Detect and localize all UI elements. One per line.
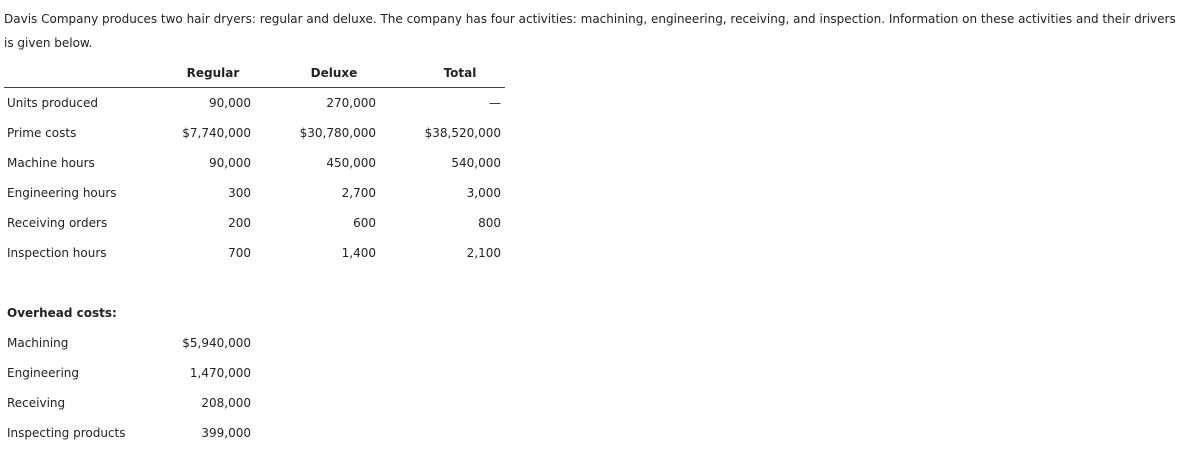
overhead-amount: 208,000 bbox=[201, 396, 251, 410]
total-value: — bbox=[489, 96, 501, 110]
table-header-row bbox=[0, 58, 510, 88]
regular-value: 700 bbox=[228, 246, 251, 260]
deluxe-value: 450,000 bbox=[326, 156, 376, 170]
overhead-amount: $5,940,000 bbox=[182, 336, 251, 350]
total-value: 3,000 bbox=[466, 186, 501, 200]
regular-value: 300 bbox=[228, 186, 251, 200]
table-row bbox=[0, 148, 510, 178]
overhead-label: Receiving bbox=[7, 396, 66, 410]
table-row bbox=[0, 418, 510, 448]
total-value: $38,520,000 bbox=[424, 126, 501, 140]
regular-value: 90,000 bbox=[209, 156, 251, 170]
row-label: Units produced bbox=[7, 96, 98, 110]
deluxe-value: $30,780,000 bbox=[299, 126, 376, 140]
deluxe-value: 270,000 bbox=[326, 96, 376, 110]
header-regular: Regular bbox=[186, 66, 240, 80]
header-total: Total bbox=[443, 66, 477, 80]
row-label: Engineering hours bbox=[7, 186, 117, 200]
total-value: 540,000 bbox=[451, 156, 501, 170]
deluxe-value: 1,400 bbox=[341, 246, 376, 260]
activity-data-table bbox=[0, 58, 510, 440]
overhead-label: Machining bbox=[7, 336, 69, 350]
overhead-label: Inspecting products bbox=[7, 426, 126, 440]
row-label: Receiving orders bbox=[7, 216, 108, 230]
table-row bbox=[0, 118, 510, 148]
row-label: Machine hours bbox=[7, 156, 95, 170]
overhead-label: Engineering bbox=[7, 366, 79, 380]
total-value: 2,100 bbox=[466, 246, 501, 260]
header-deluxe: Deluxe bbox=[310, 66, 358, 80]
problem-intro-text: Davis Company produces two hair dryers: regular and deluxe. The company has four activities: machining, engineering, receiving, and inspection. Information on these activities and their drivers is given below. bbox=[4, 12, 1176, 50]
overhead-heading-row bbox=[0, 298, 510, 328]
overhead-amount: 1,470,000 bbox=[189, 366, 251, 380]
table-row bbox=[0, 388, 510, 418]
table-row bbox=[0, 328, 510, 358]
deluxe-value: 600 bbox=[353, 216, 376, 230]
table-row bbox=[0, 88, 510, 118]
regular-value: $7,740,000 bbox=[182, 126, 251, 140]
regular-value: 90,000 bbox=[209, 96, 251, 110]
row-label: Prime costs bbox=[7, 126, 77, 140]
overhead-amount: 399,000 bbox=[201, 426, 251, 440]
row-label: Inspection hours bbox=[7, 246, 107, 260]
regular-value: 200 bbox=[228, 216, 251, 230]
table-row bbox=[0, 178, 510, 208]
deluxe-value: 2,700 bbox=[341, 186, 376, 200]
total-value: 800 bbox=[478, 216, 501, 230]
table-row bbox=[0, 208, 510, 238]
table-row bbox=[0, 238, 510, 268]
table-row bbox=[0, 358, 510, 388]
overhead-costs-heading: Overhead costs: bbox=[7, 306, 117, 320]
